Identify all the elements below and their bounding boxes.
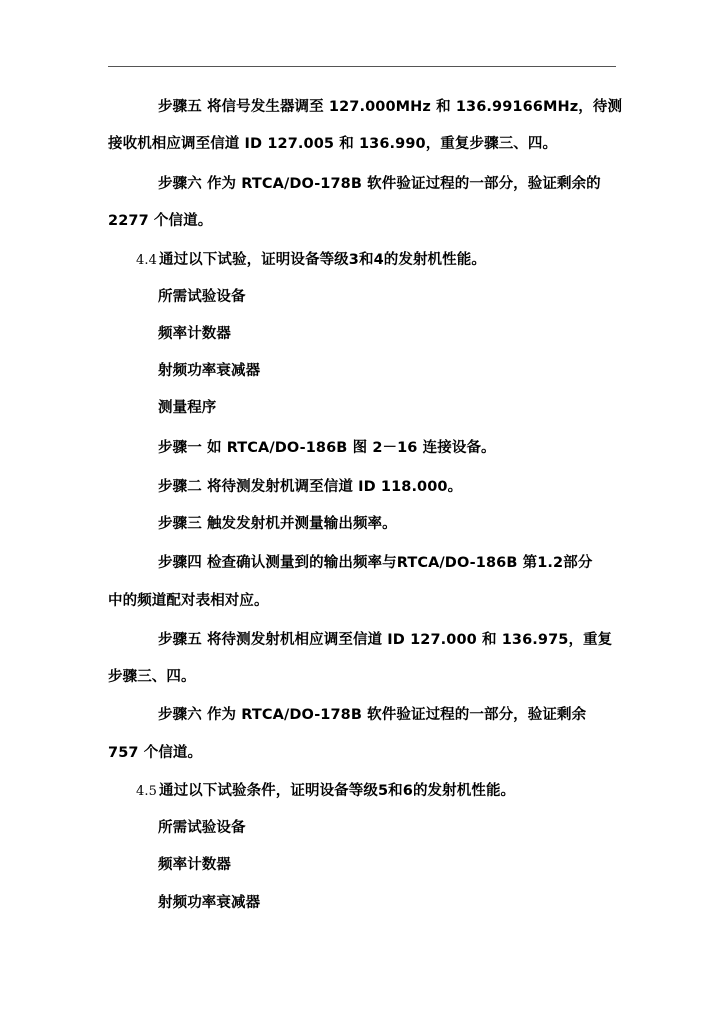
- step-one: 步骤一 如 RTCA/DO-186B 图 2－16 连接设备。: [158, 440, 496, 456]
- step-four-line2: 中的频道配对表相对应。: [108, 593, 269, 609]
- header-rule: [108, 66, 616, 67]
- section-title: 通过以下试验条件，证明设备等级5和6的发射机性能。: [158, 783, 516, 799]
- equipment-frequency-counter: 频率计数器: [158, 326, 231, 342]
- step-four-line1: 步骤四 检查确认测量到的输出频率与RTCA/DO-186B 第1.2部分: [158, 555, 593, 571]
- section-4-4-heading: [136, 250, 486, 271]
- step-six-transmitter-line2: 757 个信道。: [108, 745, 203, 761]
- equipment-rf-attenuator-2: 射频功率衰减器: [158, 895, 261, 911]
- step-five-transmitter-line2: 步骤三、四。: [108, 669, 196, 685]
- step-three: 步骤三 触发发射机并测量输出频率。: [158, 516, 397, 532]
- required-equipment-label-2: 所需试验设备: [158, 820, 246, 836]
- measurement-procedure-label: 测量程序: [158, 400, 217, 416]
- required-equipment-label: 所需试验设备: [158, 289, 246, 305]
- step-six-receiver-line1: 步骤六 作为 RTCA/DO-178B 软件验证过程的一部分，验证剩余的: [158, 176, 601, 192]
- step-six-transmitter-line1: 步骤六 作为 RTCA/DO-178B 软件验证过程的一部分，验证剩余: [158, 707, 587, 723]
- step-five-receiver-line1: 步骤五 将信号发生器调至 127.000MHz 和 136.99166MHz，待测: [158, 99, 623, 115]
- equipment-frequency-counter-2: 频率计数器: [158, 857, 231, 873]
- step-six-receiver-line2: 2277 个信道。: [108, 213, 213, 229]
- step-two: 步骤二 将待测发射机调至信道 ID 118.000。: [158, 479, 463, 495]
- section-title: 通过以下试验，证明设备等级3和4的发射机性能。: [158, 252, 486, 268]
- section-number: 4.5: [136, 784, 157, 799]
- equipment-rf-attenuator: 射频功率衰减器: [158, 363, 261, 379]
- step-five-receiver-line2: 接收机相应调至信道 ID 127.005 和 136.990，重复步骤三、四。: [108, 136, 558, 152]
- section-4-5-heading: [136, 781, 515, 802]
- step-five-transmitter-line1: 步骤五 将待测发射机相应调至信道 ID 127.000 和 136.975，重复: [158, 632, 613, 648]
- section-number: 4.4: [136, 253, 157, 268]
